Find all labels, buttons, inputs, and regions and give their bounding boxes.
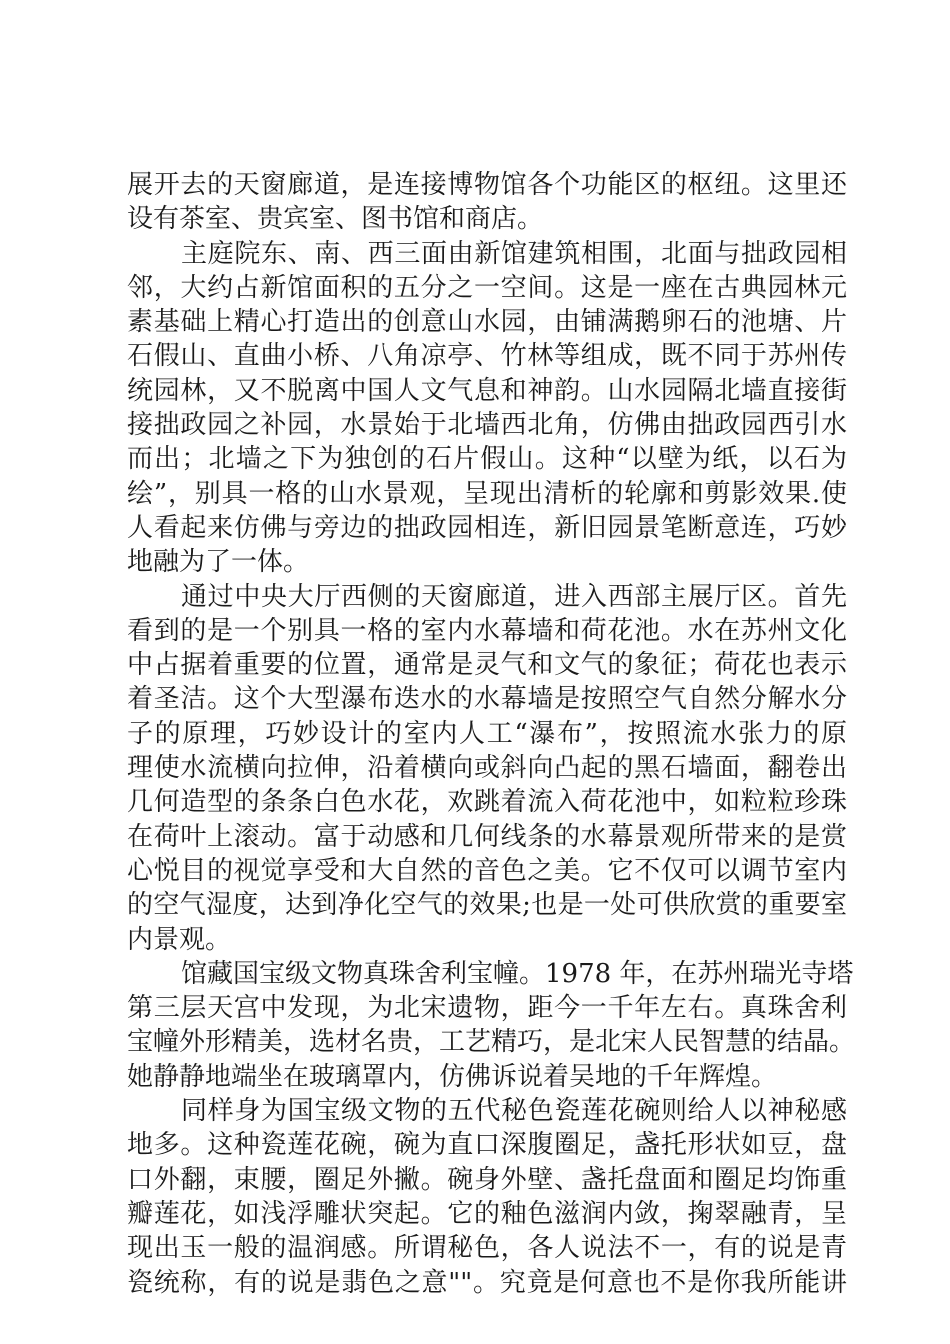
paragraph-3-line-5: 子的原理，巧妙设计的室内人工“瀑布”，按照流水张力的原 xyxy=(127,718,847,749)
paragraph-2-line-8: 绘”，别具一格的山水景观，呈现出清析的轮廓和剪影效果.使 xyxy=(127,478,847,509)
paragraph-4-line-3: 宝幢外形精美，选材名贵，工艺精巧，是北宋人民智慧的结晶。 xyxy=(127,1027,856,1058)
paragraph-1-line-1: 展开去的天窗廊道，是连接博物馆各个功能区的枢纽。这里还 xyxy=(127,170,847,200)
paragraph-3-line-6: 理使水流横向拉伸，沿着横向或斜向凸起的黑石墙面，翻卷出 xyxy=(127,753,847,784)
paragraph-3-line-11: 内景观。 xyxy=(127,924,232,955)
paragraph-3-line-4: 着圣洁。这个大型瀑布迭水的水幕墙是按照空气自然分解水分 xyxy=(127,684,847,715)
paragraph-2-line-4: 石假山、直曲小桥、八角凉亭、竹林等组成，既不同于苏州传 xyxy=(127,341,847,372)
paragraph-5-line-6: 瓷统称，有的说是翡色之意""。究竟是何意也不是你我所能讲 xyxy=(127,1267,847,1298)
paragraph-5-line-2: 地多。这种瓷莲花碗，碗为直口深腹圈足，盏托形状如豆，盘 xyxy=(127,1130,847,1161)
paragraph-2-line-5: 统园林，又不脱离中国人文气息和神韵。山水园隔北墙直接街 xyxy=(127,375,847,406)
paragraph-2-line-6: 接拙政园之补园，水景始于北墙西北角，仿佛由拙政园西引水 xyxy=(127,410,847,441)
paragraph-3-line-3: 中占据着重要的位置，通常是灵气和文气的象征；荷花也表示 xyxy=(127,650,847,681)
paragraph-5-line-1: 同样身为国宝级文物的五代秘色瓷莲花碗则给人以神秘感 xyxy=(181,1096,847,1127)
paragraph-4-line-2: 第三层天宫中发现，为北宋遗物，距今一千年左右。真珠舍利 xyxy=(127,993,847,1024)
paragraph-2-line-1: 主庭院东、南、西三面由新馆建筑相围，北面与拙政园相 xyxy=(181,238,847,269)
paragraph-3-line-10: 的空气湿度，达到净化空气的效果;也是一处可供欣赏的重要室 xyxy=(127,890,847,921)
paragraph-4-line-1: 馆藏国宝级文物真珠舍利宝幢。1978 年，在苏州瑞光寺塔 xyxy=(181,958,854,989)
paragraph-2-line-10: 地融为了一体。 xyxy=(127,547,310,578)
paragraph-3-line-9: 心悦目的视觉享受和大自然的音色之美。它不仅可以调节室内 xyxy=(127,855,847,886)
paragraph-5-line-5: 现出玉一般的温润感。所谓秘色，各人说法不一，有的说是青 xyxy=(127,1233,847,1264)
paragraph-3-line-8: 在荷叶上滚动。富于动感和几何线条的水幕景观所带来的是赏 xyxy=(127,821,847,852)
paragraph-1-line-2: 设有茶室、贵宾室、图书馆和商店。 xyxy=(127,204,544,235)
paragraph-4-line-4: 她静静地端坐在玻璃罩内，仿佛诉说着吴地的千年辉煌。 xyxy=(127,1061,778,1092)
paragraph-5-line-3: 口外翻，束腰，圈足外撇。碗身外壁、盏托盘面和圈足均饰重 xyxy=(127,1164,847,1195)
paragraph-2-line-2: 邻，大约占新馆面积的五分之一空间。这是一座在古典园林元 xyxy=(127,272,847,303)
paragraph-3-line-7: 几何造型的条条白色水花，欢跳着流入荷花池中，如粒粒珍珠 xyxy=(127,787,847,818)
paragraph-3-line-1: 通过中央大厅西侧的天窗廊道，进入西部主展厅区。首先 xyxy=(181,581,847,612)
paragraph-2-line-7: 而出；北墙之下为独创的石片假山。这种“以壁为纸，以石为 xyxy=(127,444,847,475)
paragraph-2-line-3: 素基础上精心打造出的创意山水园，由铺满鹅卵石的池塘、片 xyxy=(127,307,847,338)
body-text xyxy=(127,168,856,1300)
paragraph-3-line-2: 看到的是一个别具一格的室内水幕墙和荷花池。水在苏州文化 xyxy=(127,615,847,646)
paragraph-2-line-9: 人看起来仿佛与旁边的拙政园相连，新旧园景笔断意连，巧妙 xyxy=(127,512,847,543)
paragraph-5-line-4: 瓣莲花，如浅浮雕状突起。它的釉色滋润内敛，掬翠融青，呈 xyxy=(127,1198,847,1229)
